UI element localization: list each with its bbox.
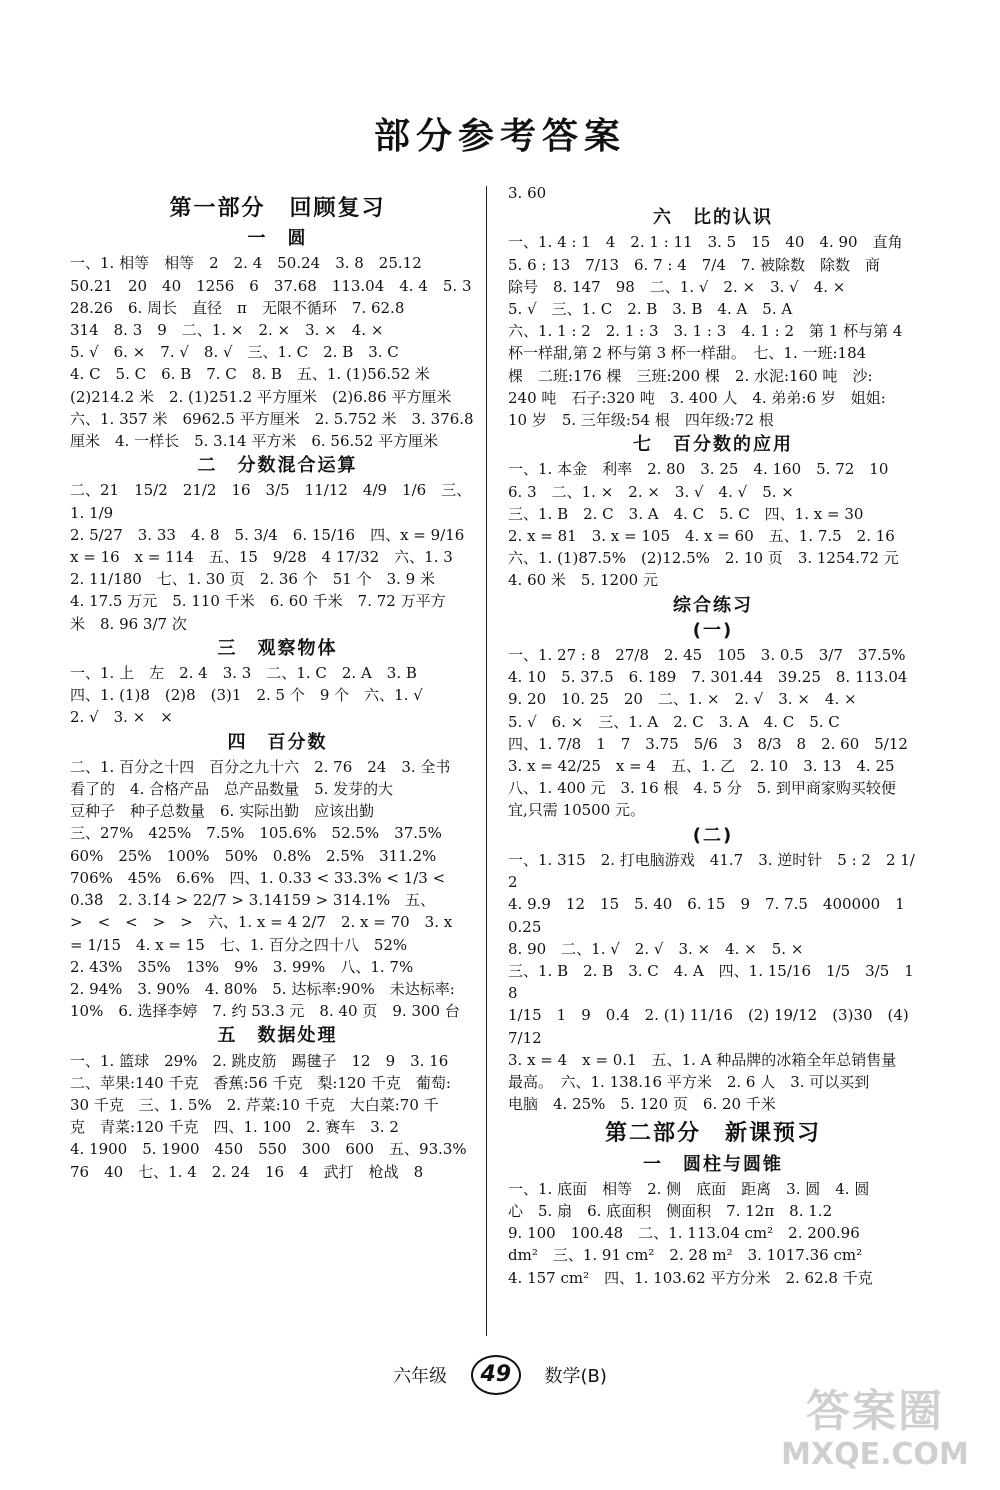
answer-line: 30 千克 三、1. 5% 2. 芹菜:10 千克 大白菜:70 千 xyxy=(70,1095,439,1114)
footer-grade: 六年级 xyxy=(393,1366,448,1387)
answer-line: 60% 25% 100% 50% 0.8% 2.5% 311.2% xyxy=(70,846,437,865)
answer-line: 50.21 20 40 1256 6 37.68 113.04 4. 4 5. 3 xyxy=(70,276,472,295)
answer-line: 豆种子 种子总数量 6. 实际出勤 应该出勤 xyxy=(70,802,375,821)
answer-line: 4. 1900 5. 1900 450 550 300 600 五、93.3% xyxy=(70,1140,467,1159)
answer-line: 2. √ 3. × × xyxy=(70,708,173,727)
answer-line: (2)214.2 米 2. (1)251.2 平方厘米 (2)6.86 平方厘米 xyxy=(70,387,452,406)
answer-line: 六、1. 357 米 6962.5 平方厘米 2. 5.752 米 3. 376.8 xyxy=(70,409,474,428)
answer-line: 4. 17.5 万元 5. 110 千米 6. 60 千米 7. 72 万平方 xyxy=(70,592,446,611)
answer-line: dm² 三、1. 91 cm² 2. 28 m² 3. 1017.36 cm² xyxy=(508,1246,863,1265)
answer-line: 9. 20 10. 25 20 二、1. × 2. √ 3. × 4. × xyxy=(508,690,857,709)
answer-line: 一、1. 4 : 1 4 2. 1 : 11 3. 5 15 40 4. 90 直角 xyxy=(508,233,903,252)
answer-line: 2. 43% 35% 13% 9% 3. 99% 八、1. 7% xyxy=(70,957,414,976)
answer-line: = 1/15 4. x = 15 七、1. 百分之四十八 52% xyxy=(70,935,408,954)
answer-line: 3. x = 4 x = 0.1 五、1. A 种品牌的冰箱全年总销售量 xyxy=(508,1050,897,1069)
answer-line: 0.3̇8̇ 2. 3.1̇4̇ > 22/7 > 3.14159 > 314.1% 五、 xyxy=(70,891,436,910)
answer-line: 厘米 4. 一样长 5. 3.14 平方米 6. 56.52 平方厘米 xyxy=(70,432,439,451)
section-title: 综合练习 xyxy=(673,594,753,616)
answer-line: 六、1. (1)87.5% (2)12.5% 2. 10 页 3. 1254.72 元 xyxy=(508,549,899,568)
left-column xyxy=(70,190,485,1183)
section-title: 五 数据处理 xyxy=(217,1025,338,1047)
answer-line: 240 吨 石子:320 吨 3. 400 人 4. 弟弟:6 岁 姐姐: xyxy=(508,388,886,407)
answer-line: 三、27% 425% 7.5% 105.6% 52.5% 37.5% xyxy=(70,824,442,843)
section-title: 三 观察物体 xyxy=(217,637,338,659)
watermark-logo xyxy=(780,1386,970,1478)
section-title: 七 百分数的应用 xyxy=(633,434,793,456)
answer-line: 除号 8. 147 98 二、1. √ 2. × 3. √ 4. × xyxy=(508,277,846,296)
watermark-logo-text: 答案圈 xyxy=(806,1386,944,1437)
column-divider xyxy=(486,186,487,1336)
answer-line: 5. √ 6. × 三、1. A 2. C 3. A 4. C 5. C xyxy=(508,712,840,731)
answer-line: 28.26 6. 周长 直径 π 无限不循环 7. 62.8 xyxy=(70,298,405,317)
answer-line: 10 岁 5. 三年级:54 根 四年级:72 根 xyxy=(508,411,774,430)
answer-line: 5. √ 6. × 7. √ 8. √ 三、1. C 2. B 3. C xyxy=(70,343,399,362)
footer-subject: 数学(B) xyxy=(544,1366,607,1387)
answer-line: 二、1. 百分之十四 百分之九十六 2. 76 24 3. 全书 xyxy=(70,757,451,776)
answer-line: 1/15 1 9 0.4 2. (1) 11/16 (2) 19/12 (3)30 (4) 7/12 xyxy=(508,1006,914,1047)
right-column xyxy=(508,182,918,1289)
answer-line: 4. 9.9 12 15 5. 40 6. 15 9 7. 7.5 400000 10.25 xyxy=(508,895,905,936)
answer-line: 棵 二班:176 棵 三班:200 棵 2. 水泥:160 吨 沙: xyxy=(508,366,873,385)
section-title: 六 比的认识 xyxy=(653,207,773,229)
section-title: (二) xyxy=(692,824,734,846)
answer-line: 杯一样甜,第 2 杯与第 3 杯一样甜。 七、1. 一班:184 xyxy=(508,344,867,363)
watermark-url: MXQE.COM xyxy=(781,1437,969,1472)
answer-line: 9. 100 100.48 二、1. 113.04 cm² 2. 200.96 xyxy=(508,1224,860,1243)
answer-line: 最高。 六、1. 138.16 平方米 2. 6 人 3. 可以买到 xyxy=(508,1072,870,1091)
answer-line: 四、1. (1)8 (2)8 (3)1 2. 5 个 9 个 六、1. √ xyxy=(70,686,423,705)
answer-line: 米 8. 96 3/7 次 xyxy=(70,614,187,633)
answer-line: 四、1. 7/8 1 7 3.75 5/6 3 8/3 8 2. 60 5/12 xyxy=(508,734,908,753)
answer-line: 5. √ 三、1. C 2. B 3. B 4. A 5. A xyxy=(508,300,793,319)
answer-line: 6. 3 二、1. × 2. × 3. √ 4. √ 5. × xyxy=(508,482,794,501)
answer-line: 2. x = 81 3. x = 105 4. x = 60 五、1. 7.5 2. 16 xyxy=(508,527,895,546)
page-number: 49 xyxy=(471,1355,521,1395)
answer-line: 5. 6 : 13 7/13 6. 7 : 4 7/4 7. 被除数 除数 商 xyxy=(508,255,880,274)
answer-line: 3. 60 xyxy=(508,184,547,202)
page-title: 部分参考答案 xyxy=(373,116,626,157)
part-title: 第二部分 新课预习 xyxy=(604,1121,821,1147)
answer-line: 一、1. 上 左 2. 4 3. 3 二、1. C 2. A 3. B xyxy=(70,664,417,683)
answer-line: 一、1. 27 : 8 27/8 2. 45 105 3. 0.5 3/7 37.5% xyxy=(508,646,906,665)
answer-line: 宜,只需 10500 元。 xyxy=(508,801,646,820)
answer-line: 4. 10 5. 37.5 6. 189 7. 301.44 39.25 8. 113.04 xyxy=(508,668,908,687)
answer-line: 八、1. 400 元 3. 16 根 4. 5 分 5. 到甲商家购买较便 xyxy=(508,779,896,798)
answer-line: 三、1. B 2. C 3. A 4. C 5. C 四、1. x = 30 xyxy=(508,504,864,523)
answer-line: 二、苹果:140 千克 香蕉:56 千克 梨:120 千克 葡萄: xyxy=(70,1073,451,1092)
answer-line: 一、1. 相等 相等 2 2. 4 50.24 3. 8 25.12 xyxy=(70,254,422,273)
section-title: 二 分数混合运算 xyxy=(197,455,358,477)
answer-line: 一、1. 本金 利率 2. 80 3. 25 4. 160 5. 72 10 xyxy=(508,460,889,479)
section-title: 四 百分数 xyxy=(227,731,328,753)
section-title: (一) xyxy=(692,619,734,641)
section-title: 一 圆 xyxy=(247,228,308,250)
answer-line: 克 青菜:120 千克 四、1. 100 2. 赛车 3. 2 xyxy=(70,1118,399,1137)
answer-line: 8. 90 二、1. √ 2. √ 3. × 4. × 5. × xyxy=(508,939,804,958)
answer-line: 706% 45% 6.6% 四、1. 0.33 < 33.3% < 1/3 < xyxy=(70,868,446,887)
answer-line: > < < > > 六、1. x = 4 2/7 2. x = 70 3. x xyxy=(70,913,453,932)
answer-line: 4. C 5. C 6. B 7. C 8. B 五、1. (1)56.52 米 xyxy=(70,365,430,384)
answer-line: 76 40 七、1. 4 2. 24 16 4 武打 枪战 8 xyxy=(70,1162,424,1181)
answer-line: 二、21 15/2 21/2 16 3/5 11/12 4/9 1/6 三、1. 1/9 xyxy=(70,481,472,522)
answer-line: 314 8. 3 9 二、1. × 2. × 3. × 4. × xyxy=(70,321,384,340)
answer-line: 4. 157 cm² 四、1. 103.62 平方分米 2. 62.8 千克 xyxy=(508,1268,873,1287)
answer-line: 2. 11/180 七、1. 30 页 2. 36 个 51 个 3. 9 米 xyxy=(70,570,435,589)
answer-line: 4. 60 米 5. 1200 元 xyxy=(508,571,658,590)
answer-line: 看了的 4. 合格产品 总产品数量 5. 发芽的大 xyxy=(70,780,394,799)
answer-line: x = 16 x = 114 五、15 9/28 4 17/32 六、1. 3 xyxy=(70,548,453,567)
answer-line: 一、1. 篮球 29% 2. 跳皮筋 踢毽子 12 9 3. 16 xyxy=(70,1051,449,1070)
answer-line: 10% 6. 选择李婷 7. 约 53.3 元 8. 40 页 9. 300 台 xyxy=(70,1002,460,1021)
answer-line: 一、1. 底面 相等 2. 侧 底面 距离 3. 圆 4. 圆 xyxy=(508,1179,870,1198)
section-title: 一 圆柱与圆锥 xyxy=(643,1153,783,1175)
answer-line: 2. 94% 3. 90% 4. 80% 5. 达标率:90% 未达标率: xyxy=(70,979,455,998)
part-title: 第一部分 回顾复习 xyxy=(169,196,386,221)
answer-line: 心 5. 扇 6. 底面积 侧面积 7. 12π 8. 1.2 xyxy=(508,1201,833,1220)
answer-line: 一、1. 315 2. 打电脑游戏 41.7 3. 逆时针 5 : 2 2 1/2 xyxy=(508,850,915,892)
answer-line: 六、1. 1 : 2 2. 1 : 3 3. 1 : 3 4. 1 : 2 第 1 杯与第 4 xyxy=(508,322,903,341)
answer-line: 三、1. B 2. B 3. C 4. A 四、1. 15/16 1/5 3/5 18 xyxy=(508,961,914,1003)
answer-line: 2. 5/27 3. 33 4. 8 5. 3/4 6. 15/16 四、x = 9/16 xyxy=(70,525,465,544)
answer-line: 电脑 4. 25% 5. 120 页 6. 20 千米 xyxy=(508,1095,776,1114)
answer-line: 3. x = 42/25 x = 4 五、1. 乙 2. 10 3. 13 4. 25 xyxy=(508,757,895,776)
